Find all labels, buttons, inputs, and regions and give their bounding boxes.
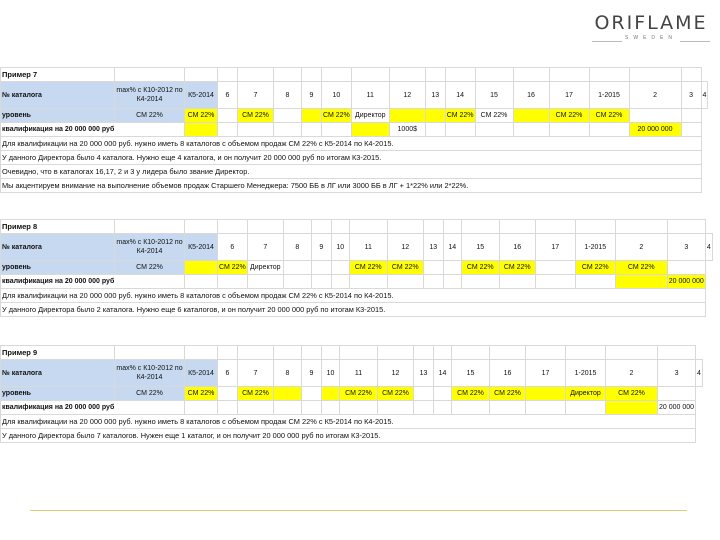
catalog-number-cell[interactable]: 2 bbox=[606, 360, 658, 387]
qualification-cell[interactable] bbox=[445, 123, 475, 137]
max-percent-header[interactable]: max% с К10-2012 по К4-2014 bbox=[115, 360, 185, 387]
period-header[interactable]: К5-2014 bbox=[185, 360, 218, 387]
level-cell[interactable]: Директор bbox=[351, 109, 389, 123]
cell[interactable] bbox=[575, 220, 615, 234]
level-cell[interactable] bbox=[218, 109, 238, 123]
qualification-cell[interactable] bbox=[513, 123, 549, 137]
qualification-cell[interactable]: 20 000 000 bbox=[658, 401, 696, 415]
catalog-number-cell[interactable]: 9 bbox=[311, 234, 331, 261]
catalog-number-cell[interactable]: 10 bbox=[322, 360, 340, 387]
catalog-number-cell[interactable]: 11 bbox=[349, 234, 387, 261]
catalog-number-cell[interactable]: 8 bbox=[283, 234, 311, 261]
level-cell[interactable]: СМ 22% bbox=[115, 109, 185, 123]
qualification-cell[interactable]: 1000$ bbox=[389, 123, 425, 137]
cell[interactable] bbox=[185, 220, 218, 234]
qualification-cell[interactable] bbox=[185, 123, 218, 137]
qualification-cell[interactable] bbox=[615, 275, 667, 289]
qualification-cell[interactable] bbox=[414, 401, 434, 415]
catalog-number-cell[interactable]: 4 bbox=[705, 234, 712, 261]
catalog-number-cell[interactable]: 12 bbox=[378, 360, 414, 387]
catalog-number-cell[interactable]: 4 bbox=[696, 360, 703, 387]
level-cell[interactable]: СМ 22% bbox=[185, 109, 218, 123]
catalog-number-cell[interactable]: 4 bbox=[701, 82, 708, 109]
catalog-number-cell[interactable]: 6 bbox=[218, 234, 248, 261]
catalog-number-label[interactable]: № каталога bbox=[1, 234, 115, 261]
note-line[interactable]: У данного Директора было 7 каталогов. Нужен еще 1 каталог, и он получит 20 000 000 руб по итогам К3-2015. bbox=[1, 429, 696, 443]
cell[interactable] bbox=[274, 68, 302, 82]
qualification-cell[interactable] bbox=[274, 401, 302, 415]
qualification-cell[interactable] bbox=[302, 123, 322, 137]
level-cell[interactable]: СМ 22% bbox=[218, 261, 248, 275]
level-cell[interactable] bbox=[185, 261, 218, 275]
note-line[interactable]: Мы акцентируем внимание на выполнение объемов продаж Старшего Менеджера: 7500 ББ в ЛГ или 3000 ББ в ЛГ + 1*22% или 2*22%. bbox=[1, 179, 702, 193]
cell[interactable] bbox=[247, 220, 283, 234]
example-title[interactable]: Пример 8 bbox=[1, 220, 115, 234]
qualification-label[interactable]: квалификация на 20 000 000 руб bbox=[1, 275, 185, 289]
level-cell[interactable] bbox=[274, 109, 302, 123]
level-cell[interactable]: СМ 22% bbox=[349, 261, 387, 275]
level-cell[interactable] bbox=[274, 387, 302, 401]
catalog-number-cell[interactable]: 12 bbox=[387, 234, 423, 261]
qualification-cell[interactable] bbox=[322, 401, 340, 415]
level-cell[interactable]: СМ 22% bbox=[452, 387, 490, 401]
qualification-cell[interactable] bbox=[274, 123, 302, 137]
catalog-number-cell[interactable]: 17 bbox=[549, 82, 589, 109]
qualification-cell[interactable] bbox=[218, 401, 238, 415]
level-label[interactable]: уровень bbox=[1, 261, 115, 275]
catalog-number-cell[interactable]: 16 bbox=[499, 234, 535, 261]
cell[interactable] bbox=[302, 68, 322, 82]
cell[interactable] bbox=[667, 220, 705, 234]
catalog-number-cell[interactable]: 3 bbox=[681, 82, 701, 109]
qualification-cell[interactable] bbox=[434, 401, 452, 415]
level-cell[interactable] bbox=[681, 109, 701, 123]
level-label[interactable]: уровень bbox=[1, 387, 115, 401]
qualification-cell[interactable] bbox=[499, 275, 535, 289]
level-cell[interactable] bbox=[658, 387, 696, 401]
max-percent-header[interactable]: max% с К10-2012 по К4-2014 bbox=[115, 234, 185, 261]
qualification-cell[interactable] bbox=[575, 275, 615, 289]
max-percent-header[interactable]: max% с К10-2012 по К4-2014 bbox=[115, 82, 185, 109]
qualification-cell[interactable] bbox=[302, 401, 322, 415]
qualification-cell[interactable] bbox=[185, 401, 218, 415]
cell[interactable] bbox=[526, 346, 566, 360]
catalog-number-cell[interactable]: 14 bbox=[445, 82, 475, 109]
qualification-cell[interactable] bbox=[589, 123, 629, 137]
cell[interactable] bbox=[490, 346, 526, 360]
catalog-number-cell[interactable]: 3 bbox=[667, 234, 705, 261]
cell[interactable] bbox=[322, 68, 352, 82]
cell[interactable] bbox=[445, 68, 475, 82]
cell[interactable] bbox=[218, 346, 238, 360]
catalog-number-cell[interactable]: 7 bbox=[238, 82, 274, 109]
bottom-rule bbox=[30, 510, 687, 511]
cell[interactable] bbox=[238, 68, 274, 82]
level-cell[interactable]: СМ 22% bbox=[238, 109, 274, 123]
cell[interactable] bbox=[549, 68, 589, 82]
level-cell[interactable]: СМ 22% bbox=[445, 109, 475, 123]
cell[interactable] bbox=[475, 68, 513, 82]
qualification-cell[interactable]: 20 000 000 bbox=[629, 123, 681, 137]
catalog-number-cell[interactable]: 1-2015 bbox=[575, 234, 615, 261]
level-cell[interactable]: СМ 22% bbox=[115, 387, 185, 401]
cell[interactable] bbox=[535, 220, 575, 234]
level-cell[interactable]: СМ 22% bbox=[115, 261, 185, 275]
catalog-number-cell[interactable]: 13 bbox=[423, 234, 443, 261]
qualification-label[interactable]: квалификация на 20 000 000 руб bbox=[1, 401, 185, 415]
cell[interactable] bbox=[115, 220, 185, 234]
cell[interactable] bbox=[499, 220, 535, 234]
level-cell[interactable]: СМ 22% bbox=[475, 109, 513, 123]
level-cell[interactable] bbox=[443, 261, 461, 275]
qualification-cell[interactable] bbox=[526, 401, 566, 415]
qualification-cell[interactable] bbox=[452, 401, 490, 415]
cell[interactable] bbox=[302, 346, 322, 360]
catalog-number-cell[interactable]: 15 bbox=[475, 82, 513, 109]
note-line[interactable]: Для квалификации на 20 000 000 руб. нужно иметь 8 каталогов с объемом продаж СМ 22% с К5-2014 по К4-2015. bbox=[1, 289, 706, 303]
qualification-cell[interactable] bbox=[331, 275, 349, 289]
qualification-cell[interactable] bbox=[340, 401, 378, 415]
cell[interactable] bbox=[218, 68, 238, 82]
cell[interactable] bbox=[434, 346, 452, 360]
catalog-number-cell[interactable]: 13 bbox=[414, 360, 434, 387]
catalog-number-cell[interactable]: 10 bbox=[331, 234, 349, 261]
qualification-cell[interactable] bbox=[351, 123, 389, 137]
level-cell[interactable]: СМ 22% bbox=[549, 109, 589, 123]
level-cell[interactable]: СМ 22% bbox=[615, 261, 667, 275]
note-line[interactable]: У данного Директора было 4 каталога. Нужно еще 4 каталога, и он получит 20 000 000 руб по итогам К3-2015. bbox=[1, 151, 702, 165]
catalog-number-cell[interactable]: 16 bbox=[490, 360, 526, 387]
catalog-number-label[interactable]: № каталога bbox=[1, 82, 115, 109]
level-cell[interactable]: СМ 22% bbox=[490, 387, 526, 401]
cell[interactable] bbox=[414, 346, 434, 360]
qualification-cell[interactable] bbox=[322, 123, 352, 137]
level-cell[interactable] bbox=[434, 387, 452, 401]
cell[interactable] bbox=[513, 68, 549, 82]
cell[interactable] bbox=[283, 220, 311, 234]
level-label[interactable]: уровень bbox=[1, 109, 115, 123]
catalog-number-cell[interactable]: 2 bbox=[629, 82, 681, 109]
level-cell[interactable]: СМ 22% bbox=[238, 387, 274, 401]
note-line[interactable]: Для квалификации на 20 000 000 руб. нужно иметь 8 каталогов с объемом продаж СМ 22% с К5-2014 по К4-2015. bbox=[1, 415, 696, 429]
catalog-number-cell[interactable]: 12 bbox=[389, 82, 425, 109]
period-header[interactable]: К5-2014 bbox=[185, 234, 218, 261]
catalog-number-label[interactable]: № каталога bbox=[1, 360, 115, 387]
cell[interactable] bbox=[389, 68, 425, 82]
qualification-cell[interactable] bbox=[461, 275, 499, 289]
qualification-cell[interactable] bbox=[535, 275, 575, 289]
level-cell[interactable]: СМ 22% bbox=[499, 261, 535, 275]
qualification-cell[interactable] bbox=[283, 275, 311, 289]
catalog-number-cell[interactable]: 8 bbox=[274, 82, 302, 109]
qualification-cell[interactable] bbox=[425, 123, 445, 137]
catalog-number-cell[interactable]: 15 bbox=[452, 360, 490, 387]
cell[interactable] bbox=[311, 220, 331, 234]
cell[interactable] bbox=[423, 220, 443, 234]
note-line[interactable]: Очевидно, что в каталогах 16,17, 2 и 3 у лидера было звание Директор. bbox=[1, 165, 702, 179]
catalog-number-cell[interactable]: 9 bbox=[302, 360, 322, 387]
level-cell[interactable]: СМ 22% bbox=[589, 109, 629, 123]
cell[interactable] bbox=[566, 346, 606, 360]
logo-rule-left bbox=[592, 41, 622, 42]
cell[interactable] bbox=[606, 346, 658, 360]
catalog-number-cell[interactable]: 16 bbox=[513, 82, 549, 109]
cell[interactable] bbox=[452, 346, 490, 360]
level-cell[interactable] bbox=[311, 261, 331, 275]
qualification-cell[interactable] bbox=[490, 401, 526, 415]
cell[interactable] bbox=[185, 346, 218, 360]
cell[interactable] bbox=[387, 220, 423, 234]
oriflame-logo bbox=[592, 12, 710, 41]
level-cell[interactable] bbox=[414, 387, 434, 401]
period-header[interactable]: К5-2014 bbox=[185, 82, 218, 109]
level-cell[interactable] bbox=[423, 261, 443, 275]
cell[interactable] bbox=[218, 220, 248, 234]
level-cell[interactable]: СМ 22% bbox=[322, 109, 352, 123]
logo-sub: SWEDEN bbox=[625, 35, 677, 41]
example-title[interactable]: Пример 9 bbox=[1, 346, 115, 360]
catalog-number-cell[interactable]: 15 bbox=[461, 234, 499, 261]
cell[interactable] bbox=[461, 220, 499, 234]
example-title[interactable]: Пример 7 bbox=[1, 68, 115, 82]
level-cell[interactable] bbox=[629, 109, 681, 123]
level-cell[interactable] bbox=[535, 261, 575, 275]
level-cell[interactable]: СМ 22% bbox=[340, 387, 378, 401]
level-cell[interactable]: СМ 22% bbox=[387, 261, 423, 275]
cell[interactable] bbox=[443, 220, 461, 234]
logo-rule-right bbox=[680, 41, 710, 42]
level-cell[interactable] bbox=[331, 261, 349, 275]
qualification-cell[interactable] bbox=[549, 123, 589, 137]
level-cell[interactable] bbox=[513, 109, 549, 123]
qualification-cell[interactable] bbox=[606, 401, 658, 415]
cell[interactable] bbox=[681, 68, 701, 82]
cell[interactable] bbox=[185, 68, 218, 82]
cell[interactable] bbox=[351, 68, 389, 82]
qualification-cell[interactable] bbox=[247, 275, 283, 289]
catalog-number-cell[interactable]: 6 bbox=[218, 82, 238, 109]
cell[interactable] bbox=[115, 346, 185, 360]
cell[interactable] bbox=[378, 346, 414, 360]
level-cell[interactable]: СМ 22% bbox=[606, 387, 658, 401]
catalog-number-cell[interactable]: 1-2015 bbox=[589, 82, 629, 109]
catalog-number-cell[interactable]: 11 bbox=[351, 82, 389, 109]
cell[interactable] bbox=[589, 68, 629, 82]
qualification-cell[interactable] bbox=[443, 275, 461, 289]
qualification-cell[interactable] bbox=[218, 123, 238, 137]
qualification-cell[interactable] bbox=[218, 275, 248, 289]
level-cell[interactable]: Директор bbox=[566, 387, 606, 401]
level-cell[interactable] bbox=[389, 109, 425, 123]
catalog-number-cell[interactable]: 1-2015 bbox=[566, 360, 606, 387]
catalog-number-cell[interactable]: 9 bbox=[302, 82, 322, 109]
cell[interactable] bbox=[274, 346, 302, 360]
level-cell[interactable] bbox=[526, 387, 566, 401]
level-cell[interactable] bbox=[302, 387, 322, 401]
level-cell[interactable] bbox=[425, 109, 445, 123]
catalog-number-cell[interactable]: 6 bbox=[218, 360, 238, 387]
catalog-number-cell[interactable]: 11 bbox=[340, 360, 378, 387]
qualification-cell[interactable] bbox=[475, 123, 513, 137]
level-cell[interactable] bbox=[302, 109, 322, 123]
example-table-8 bbox=[0, 219, 713, 317]
logo-brand: ORIFLAME bbox=[594, 12, 708, 34]
level-cell[interactable]: СМ 22% bbox=[185, 387, 218, 401]
note-line[interactable]: Для квалификации на 20 000 000 руб. нужно иметь 8 каталогов с объемом продаж СМ 22% с К5-2014 по К4-2015. bbox=[1, 137, 702, 151]
note-line[interactable]: У данного Директора было 2 каталога. Нужно еще 6 каталогов, и он получит 20 000 000 руб по итогам К3-2015. bbox=[1, 303, 706, 317]
qualification-cell[interactable] bbox=[185, 275, 218, 289]
qualification-cell[interactable] bbox=[387, 275, 423, 289]
level-cell[interactable]: СМ 22% bbox=[378, 387, 414, 401]
catalog-number-cell[interactable]: 10 bbox=[322, 82, 352, 109]
level-cell[interactable] bbox=[667, 261, 705, 275]
level-cell[interactable]: СМ 22% bbox=[461, 261, 499, 275]
cell[interactable] bbox=[322, 346, 340, 360]
qualification-cell[interactable] bbox=[238, 123, 274, 137]
catalog-number-cell[interactable]: 13 bbox=[425, 82, 445, 109]
qualification-cell[interactable] bbox=[238, 401, 274, 415]
catalog-number-cell[interactable]: 14 bbox=[443, 234, 461, 261]
cell[interactable] bbox=[658, 346, 696, 360]
qualification-label[interactable]: квалификация на 20 000 000 руб bbox=[1, 123, 185, 137]
example-table-9 bbox=[0, 345, 703, 443]
qualification-cell[interactable] bbox=[423, 275, 443, 289]
catalog-number-cell[interactable]: 8 bbox=[274, 360, 302, 387]
qualification-cell[interactable] bbox=[681, 123, 701, 137]
catalog-number-cell[interactable]: 17 bbox=[526, 360, 566, 387]
cell[interactable] bbox=[340, 346, 378, 360]
level-cell[interactable] bbox=[322, 387, 340, 401]
example-table-7 bbox=[0, 67, 708, 193]
level-cell[interactable] bbox=[218, 387, 238, 401]
catalog-number-cell[interactable]: 7 bbox=[238, 360, 274, 387]
qualification-cell[interactable] bbox=[566, 401, 606, 415]
cell[interactable] bbox=[629, 68, 681, 82]
catalog-number-cell[interactable]: 14 bbox=[434, 360, 452, 387]
cell[interactable] bbox=[615, 220, 667, 234]
catalog-number-cell[interactable]: 3 bbox=[658, 360, 696, 387]
catalog-number-cell[interactable]: 7 bbox=[247, 234, 283, 261]
qualification-cell[interactable] bbox=[349, 275, 387, 289]
catalog-number-cell[interactable]: 17 bbox=[535, 234, 575, 261]
level-cell[interactable]: Директор bbox=[247, 261, 283, 275]
cell[interactable] bbox=[349, 220, 387, 234]
qualification-cell[interactable]: 20 000 000 bbox=[667, 275, 705, 289]
cell[interactable] bbox=[238, 346, 274, 360]
cell[interactable] bbox=[425, 68, 445, 82]
catalog-number-cell[interactable]: 2 bbox=[615, 234, 667, 261]
level-cell[interactable] bbox=[283, 261, 311, 275]
qualification-cell[interactable] bbox=[378, 401, 414, 415]
level-cell[interactable]: СМ 22% bbox=[575, 261, 615, 275]
qualification-cell[interactable] bbox=[311, 275, 331, 289]
cell[interactable] bbox=[331, 220, 349, 234]
cell[interactable] bbox=[115, 68, 185, 82]
